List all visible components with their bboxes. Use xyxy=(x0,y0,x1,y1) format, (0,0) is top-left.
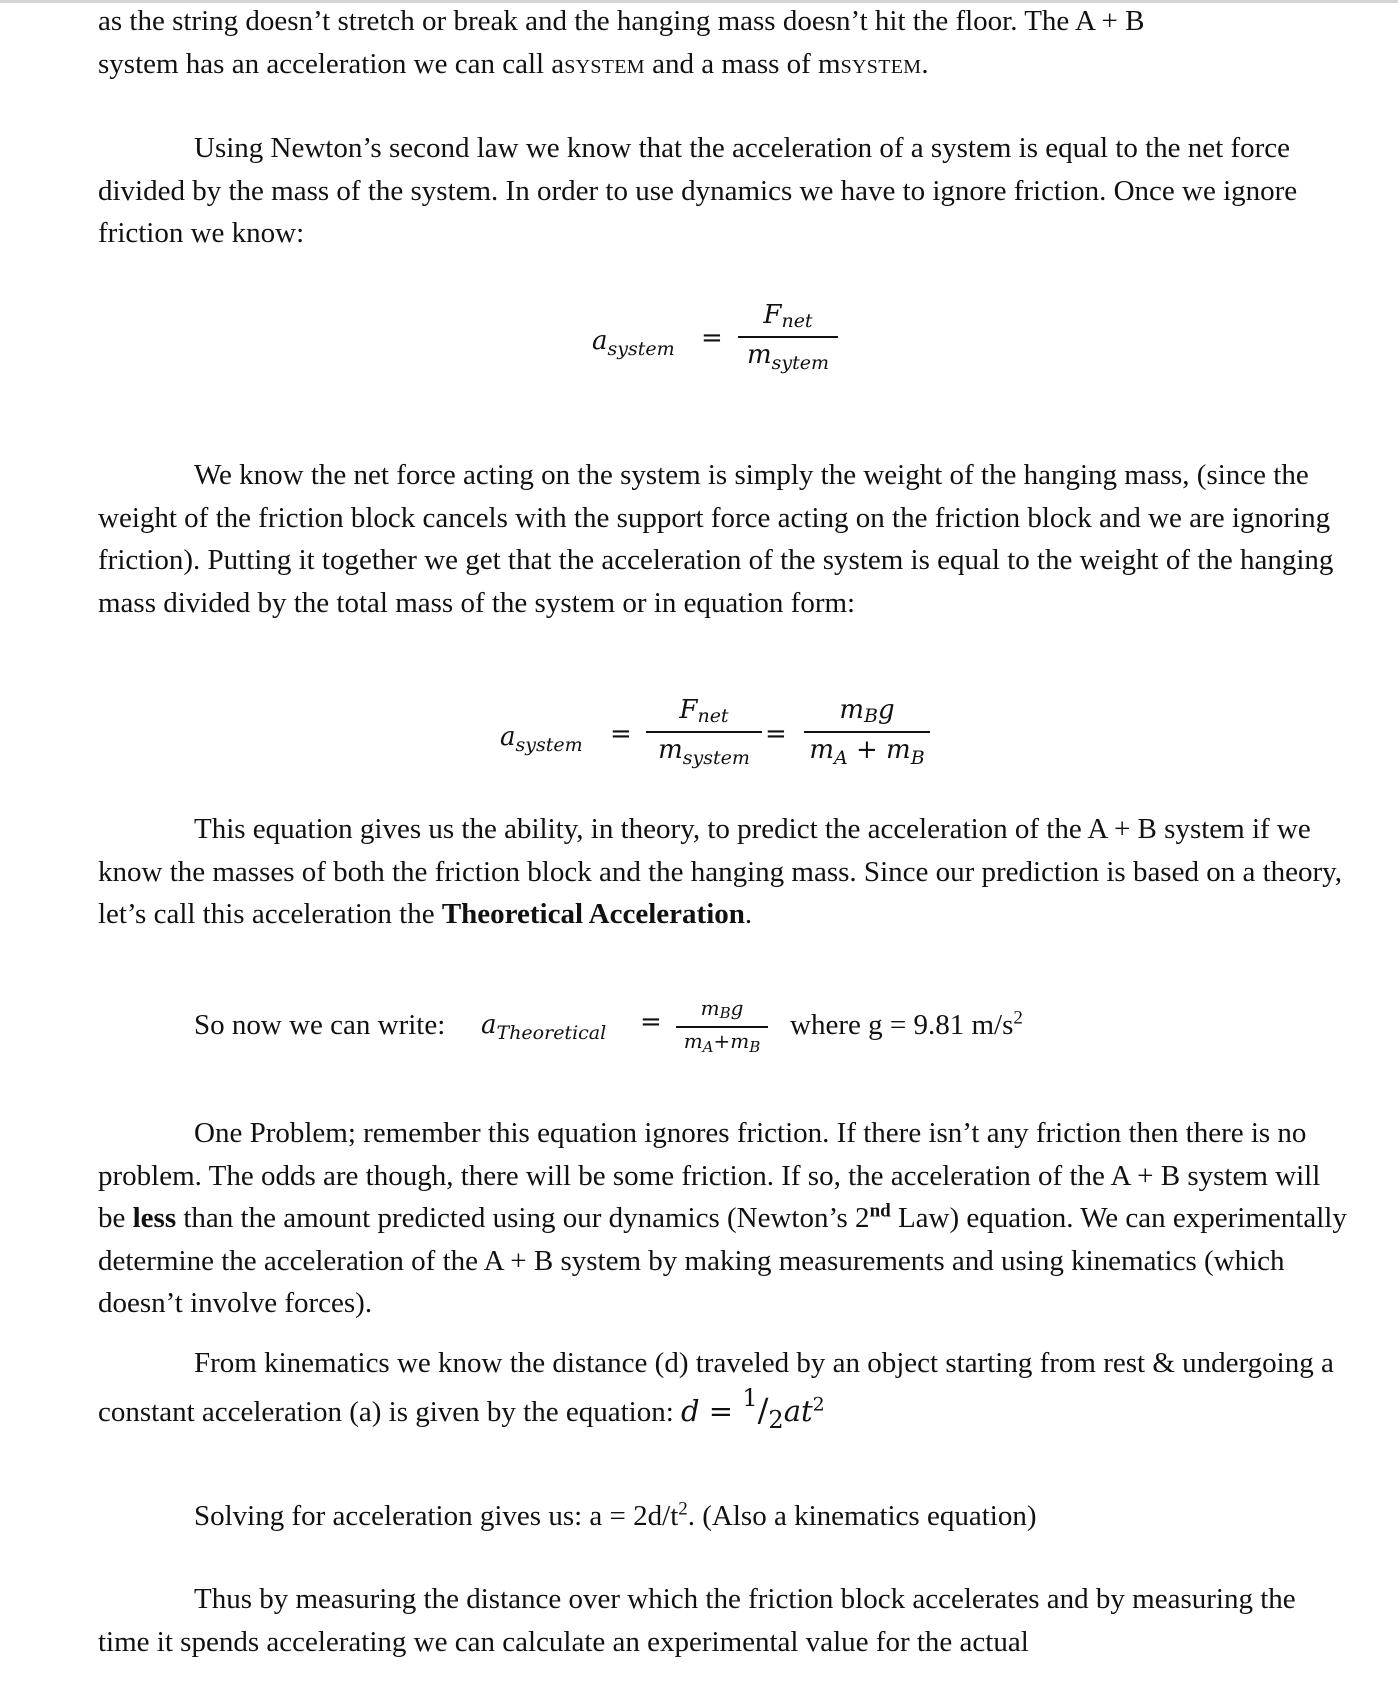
text-span: . (Also a kinematics equation) xyxy=(687,1500,1037,1532)
paragraph-solving-acceleration xyxy=(194,1495,1344,1538)
text-line: as the string doesn’t stretch or break and the hanging mass doesn’t hit the floor. The A + B xyxy=(98,5,1145,37)
eq-denominator: $m_{sytem}$ xyxy=(746,340,830,374)
eq-equals: = xyxy=(610,719,632,749)
eq-denominator: $m_{system}$ xyxy=(658,735,750,769)
paragraph-net-force xyxy=(98,454,1348,624)
paragraph-text: One Problem; remember this equation ignores friction. If there isn’t any friction then there is no problem. The odds are though, there will be some friction. If so, the acceleration of the A + B system will be xyxy=(98,1117,1321,1234)
eq-numerator: mBg xyxy=(700,996,744,1022)
paragraph-measurement xyxy=(98,1578,1348,1663)
exponent: 2 xyxy=(678,1498,688,1520)
fraction-bar xyxy=(646,731,762,733)
eq-numerator: mBg xyxy=(839,695,895,727)
paragraph-newton-second-law xyxy=(98,127,1348,255)
eq-lhs: $a_{system}$ xyxy=(500,722,583,756)
fraction-bar xyxy=(676,1026,768,1028)
eq-fraction xyxy=(738,300,838,374)
text-span: system has an acceleration we can call a xyxy=(98,47,565,80)
text-span: and a mass of m xyxy=(644,47,841,80)
bold-term: less xyxy=(132,1202,177,1234)
fraction-bar xyxy=(804,731,930,733)
inline-equation-distance: $d = ^1/_2at^2$ xyxy=(681,1384,825,1434)
small-caps-subscript: SYSTEM xyxy=(564,55,645,78)
paragraph-text: From kinematics we know the distance (d) traveled by an object starting from rest & undergoing a constant acceleration (a) is given by the equation: xyxy=(98,1347,1334,1428)
eq-numerator: Fnet xyxy=(679,695,729,727)
eq-equals: = xyxy=(701,323,723,353)
fraction-bar xyxy=(738,336,838,338)
eq-equals: = xyxy=(765,719,787,749)
gravity-note: where g = 9.81 $m/s^2$ xyxy=(790,1007,1023,1041)
text-span: than the amount predicted using our dynamics (Newton’s 2 xyxy=(176,1202,870,1234)
text-span: Law) equation. We can experimentally determine the acceleration of the A + B system by making measurements and using kinematics (which doesn’t involve forces). xyxy=(98,1202,1347,1319)
eq-fraction-force xyxy=(646,695,762,769)
eq-denominator: $m_A+m_B$ xyxy=(683,1029,761,1056)
eq-denominator: $m_A + m_B$ xyxy=(809,735,925,769)
small-caps-subscript: SYSTEM xyxy=(840,55,922,78)
paragraph-kinematics xyxy=(98,1340,1348,1444)
paragraph-text: This equation gives us the ability, in theory, to predict the acceleration of the A + B system if we know the masses of both the friction block and the hanging mass. Since our prediction is based on a theory, let’s call this acceleration the xyxy=(98,813,1343,930)
eq-numerator: Fnet xyxy=(763,300,813,332)
ordinal-superscript: nd xyxy=(869,1200,891,1222)
bold-term: Theoretical Acceleration xyxy=(441,898,745,930)
paragraph-intro-continuation xyxy=(98,0,1348,88)
eq-equals: = xyxy=(640,1007,662,1037)
eq-fraction xyxy=(676,996,768,1055)
paragraph-text: Using Newton’s second law we know that the acceleration of a system is equal to the net force divided by the mass of the system. In order to use dynamics we have to ignore friction. Once we ignore friction we know: xyxy=(98,132,1298,249)
eq-fraction-masses xyxy=(804,695,930,769)
paragraph-theoretical-acceleration xyxy=(98,808,1348,936)
text-span: Solving for acceleration gives us: a = 2d/t xyxy=(194,1500,679,1532)
eq-lhs: $a_{system}$ xyxy=(592,326,675,360)
eq-lhs: $a_{Theoretical}$ xyxy=(481,1010,607,1044)
paragraph-text: We know the net force acting on the system is simply the weight of the hanging mass, (since the weight of the friction block cancels with the support force acting on the friction block and we are ignoring friction). Putting it together we get that the acceleration of the system is equal to the weight of the hanging mass divided by the total mass of the system or in equation form: xyxy=(98,459,1334,619)
text-span: . xyxy=(744,898,753,930)
text-span: . xyxy=(921,47,929,80)
paragraph-text: Thus by measuring the distance over which the friction block accelerates and by measuring the time it spends accelerating we can calculate an experimental value for the actual xyxy=(98,1583,1296,1658)
lead-text: So now we can write: xyxy=(194,1009,446,1041)
paragraph-friction-problem xyxy=(98,1112,1348,1325)
